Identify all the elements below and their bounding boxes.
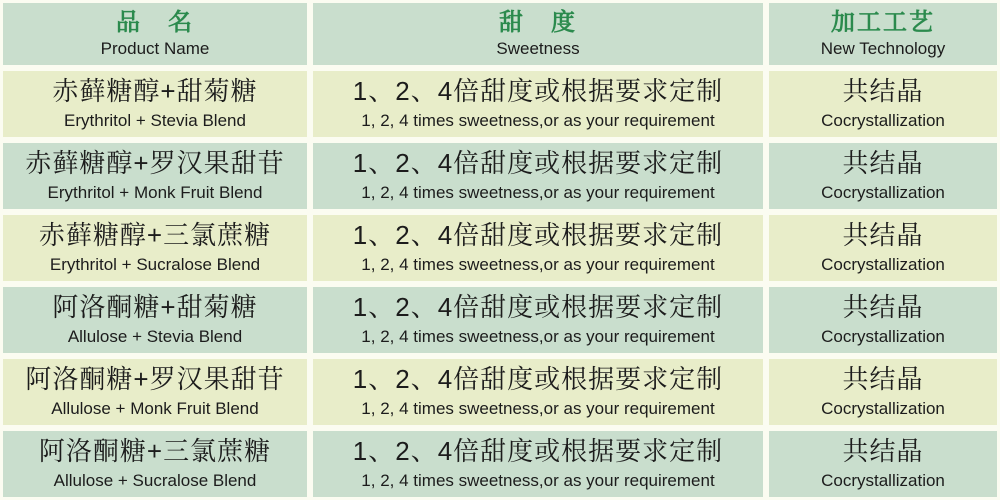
product-name-cell: [3, 143, 307, 209]
header-technology-zh: 加工工艺: [831, 8, 935, 36]
sweetness-cell: [313, 71, 763, 137]
technology-cell: [769, 215, 997, 281]
sweetness-zh: 1、2、4倍甜度或根据要求定制: [352, 147, 724, 178]
technology-en: Cocrystallization: [821, 182, 945, 202]
sweetness-zh: 1、2、4倍甜度或根据要求定制: [352, 219, 724, 250]
sweetness-zh: 1、2、4倍甜度或根据要求定制: [352, 435, 724, 466]
sweetness-cell: [313, 359, 763, 425]
product-name-zh: 阿洛酮糖+甜菊糖: [52, 291, 258, 322]
sweetness-en: 1, 2, 4 times sweetness,or as your requirement: [361, 398, 715, 418]
technology-en: Cocrystallization: [821, 398, 945, 418]
product-name-zh: 阿洛酮糖+三氯蔗糖: [38, 435, 272, 466]
technology-en: Cocrystallization: [821, 254, 945, 274]
sweetness-en: 1, 2, 4 times sweetness,or as your requirement: [361, 110, 715, 130]
product-name-en: Erythritol + Monk Fruit Blend: [47, 182, 263, 202]
sweetness-zh: 1、2、4倍甜度或根据要求定制: [352, 363, 724, 394]
technology-zh: 共结晶: [842, 219, 924, 250]
product-name-cell: [3, 71, 307, 137]
technology-en: Cocrystallization: [821, 326, 945, 346]
product-name-zh: 阿洛酮糖+罗汉果甜苷: [25, 363, 285, 394]
technology-cell: [769, 71, 997, 137]
sweetness-zh: 1、2、4倍甜度或根据要求定制: [352, 75, 724, 106]
header-product-name-en: Product Name: [100, 39, 210, 59]
technology-en: Cocrystallization: [821, 110, 945, 130]
product-name-cell: [3, 215, 307, 281]
technology-zh: 共结晶: [842, 75, 924, 106]
sweetness-en: 1, 2, 4 times sweetness,or as your requirement: [361, 254, 715, 274]
sweetness-cell: [313, 143, 763, 209]
product-name-zh: 赤藓糖醇+三氯蔗糖: [38, 219, 272, 250]
header-technology-en: New Technology: [820, 39, 946, 59]
product-name-en: Allulose + Stevia Blend: [67, 326, 243, 346]
product-name-en: Allulose + Sucralose Blend: [53, 470, 257, 490]
sweetness-cell: [313, 287, 763, 353]
technology-cell: [769, 431, 997, 497]
technology-zh: 共结晶: [842, 147, 924, 178]
header-product-name-zh: 品 名: [116, 8, 194, 36]
technology-zh: 共结晶: [842, 291, 924, 322]
sweetness-en: 1, 2, 4 times sweetness,or as your requirement: [361, 326, 715, 346]
technology-cell: [769, 143, 997, 209]
header-technology: [769, 3, 997, 65]
sweetness-en: 1, 2, 4 times sweetness,or as your requirement: [361, 470, 715, 490]
technology-en: Cocrystallization: [821, 470, 945, 490]
product-name-cell: [3, 359, 307, 425]
product-name-en: Erythritol + Stevia Blend: [64, 110, 246, 130]
product-name-zh: 赤藓糖醇+罗汉果甜苷: [25, 147, 285, 178]
technology-zh: 共结晶: [842, 435, 924, 466]
product-name-cell: [3, 287, 307, 353]
sweetness-en: 1, 2, 4 times sweetness,or as your requirement: [361, 182, 715, 202]
product-name-cell: [3, 431, 307, 497]
sweetness-cell: [313, 215, 763, 281]
header-sweetness: [313, 3, 763, 65]
header-product-name: [3, 3, 307, 65]
technology-cell: [769, 359, 997, 425]
sweetness-zh: 1、2、4倍甜度或根据要求定制: [352, 291, 724, 322]
sweetness-cell: [313, 431, 763, 497]
header-sweetness-zh: 甜 度: [499, 8, 577, 36]
technology-zh: 共结晶: [842, 363, 924, 394]
product-name-en: Erythritol + Sucralose Blend: [49, 254, 261, 274]
technology-cell: [769, 287, 997, 353]
header-sweetness-en: Sweetness: [496, 39, 580, 59]
product-name-en: Allulose + Monk Fruit Blend: [51, 398, 259, 418]
product-name-zh: 赤藓糖醇+甜菊糖: [52, 75, 258, 106]
